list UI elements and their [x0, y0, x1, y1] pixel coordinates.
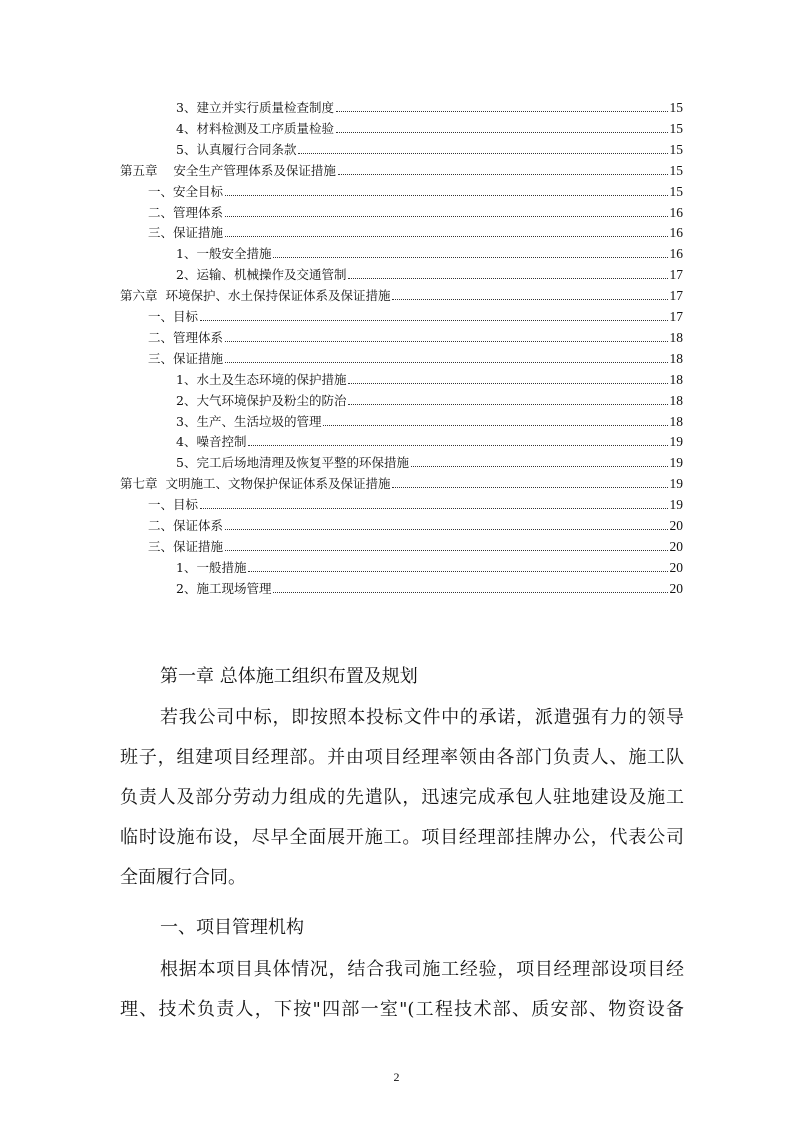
toc-entry-label: 三、保证措施 [148, 350, 224, 366]
toc-entry-page: 15 [669, 100, 683, 115]
paragraph-line: 理、技术负责人，下按"四部一室"(工程技术部、质安部、物资设备 [120, 999, 684, 1020]
toc-entry[interactable] [176, 556, 683, 576]
toc-leader-dots [338, 174, 668, 175]
toc-entry-page: 19 [669, 476, 683, 492]
toc-entry[interactable] [176, 577, 683, 597]
toc-entry-page: 15 [669, 183, 683, 199]
toc-leader-dots [411, 466, 668, 467]
toc-leader-dots [298, 153, 667, 154]
toc-leader-dots [225, 550, 667, 551]
toc-leader-dots [323, 425, 667, 426]
toc-entry[interactable] [176, 117, 683, 137]
section-heading: 一、项目管理机构 [160, 917, 304, 938]
toc-entry[interactable] [176, 389, 683, 409]
toc-entry-label: 4、噪音控制 [176, 434, 247, 450]
paragraph-line: 根据本项目具体情况，结合我司施工经验，项目经理部设项目经 [160, 959, 684, 980]
chapter-heading: 第一章 总体施工组织布置及规划 [160, 666, 418, 687]
toc-entry-page: 17 [669, 288, 683, 304]
toc-entry-page: 18 [669, 350, 683, 366]
toc-leader-dots [273, 257, 667, 258]
toc-entry-label: 二、管理体系 [148, 329, 224, 345]
toc-entry-page: 18 [669, 413, 683, 429]
toc-entry[interactable] [176, 451, 683, 471]
toc-entry-page: 20 [669, 559, 683, 575]
toc-leader-dots [248, 571, 667, 572]
toc-leader-dots [273, 592, 667, 593]
toc-entry-page: 18 [669, 371, 683, 387]
toc-entry-label: 5、完工后场地清理及恢复平整的环保措施 [176, 455, 409, 471]
toc-entry-label: 1、一般措施 [176, 559, 247, 575]
toc-entry[interactable] [176, 242, 683, 262]
toc-entry-page: 17 [669, 267, 683, 283]
toc-entry[interactable] [120, 159, 683, 179]
toc-leader-dots [200, 320, 667, 321]
toc-leader-dots [225, 216, 667, 217]
toc-entry-page: 16 [669, 204, 683, 220]
toc-entry[interactable] [148, 221, 683, 241]
toc-entry-label: 二、管理体系 [148, 204, 224, 220]
toc-leader-dots [392, 299, 667, 300]
toc-entry-page: 20 [669, 518, 683, 533]
toc-entry[interactable] [176, 96, 683, 116]
toc-leader-dots [225, 236, 667, 237]
toc-entry[interactable] [176, 430, 683, 450]
toc-entry-label: 3、建立并实行质量检查制度 [176, 100, 334, 115]
toc-entry[interactable] [176, 410, 683, 430]
toc-entry-label: 3、生产、生活垃圾的管理 [176, 413, 322, 429]
toc-entry-label: 一、安全目标 [148, 183, 224, 199]
toc-entry-page: 19 [669, 497, 683, 513]
toc-entry[interactable] [176, 368, 683, 388]
toc-entry-page: 16 [669, 246, 683, 262]
toc-entry-label: 2、施工现场管理 [176, 580, 272, 596]
toc-entry-page: 15 [669, 162, 683, 178]
toc-leader-dots [225, 362, 667, 363]
toc-entry[interactable] [148, 305, 683, 325]
toc-entry[interactable] [148, 493, 683, 513]
toc-entry-label: 第五章 安全生产管理体系及保证措施 [120, 162, 336, 178]
toc-entry-label: 1、水土及生态环境的保护措施 [176, 371, 347, 387]
toc-entry-label: 1、一般安全措施 [176, 246, 272, 262]
toc-entry-page: 17 [669, 309, 683, 324]
toc-entry-page: 20 [669, 538, 683, 554]
toc-entry[interactable] [120, 284, 683, 304]
toc-leader-dots [200, 508, 667, 509]
toc-entry-label: 第六章 环境保护、水土保持保证体系及保证措施 [120, 288, 391, 304]
toc-entry-label: 三、保证措施 [148, 538, 224, 554]
toc-entry[interactable] [120, 472, 683, 492]
toc-entry-page: 15 [669, 141, 683, 157]
toc-leader-dots [225, 195, 667, 196]
toc-leader-dots [348, 383, 667, 384]
paragraph-line: 临时设施布设，尽早全面展开施工。项目经理部挂牌办公，代表公司 [120, 827, 684, 848]
paragraph-line: 班子，组建项目经理部。并由项目经理率领由各部门负责人、施工队 [120, 747, 684, 768]
toc-entry-page: 18 [669, 392, 683, 408]
toc-entry-label: 4、材料检测及工序质量检验 [176, 120, 334, 136]
toc-entry-page: 19 [669, 455, 683, 471]
toc-leader-dots [392, 487, 667, 488]
paragraph-line: 若我公司中标，即按照本投标文件中的承诺，派遣强有力的领导 [160, 707, 684, 728]
toc-entry[interactable] [176, 263, 683, 283]
toc-entry-page: 16 [669, 225, 683, 241]
toc-leader-dots [225, 341, 667, 342]
paragraph-line: 负责人及部分劳动力组成的先遣队，迅速完成承包人驻地建设及施工 [120, 787, 684, 808]
toc-entry-label: 三、保证措施 [148, 225, 224, 241]
toc-leader-dots [248, 445, 667, 446]
toc-leader-dots [348, 278, 667, 279]
toc-leader-dots [336, 132, 668, 133]
toc-entry[interactable] [148, 514, 683, 534]
toc-entry-page: 19 [669, 434, 683, 450]
paragraph-line: 全面履行合同。 [120, 867, 246, 888]
toc-entry-label: 一、目标 [148, 309, 199, 324]
toc-entry-label: 第七章 文明施工、文物保护保证体系及保证措施 [120, 476, 391, 492]
toc-entry[interactable] [176, 138, 683, 158]
toc-entry-label: 5、认真履行合同条款 [176, 141, 297, 157]
toc-entry[interactable] [148, 347, 683, 367]
toc-entry[interactable] [148, 326, 683, 346]
toc-leader-dots [225, 529, 667, 530]
toc-entry-label: 2、运输、机械操作及交通管制 [176, 267, 347, 283]
toc-entry-page: 18 [669, 329, 683, 345]
toc-leader-dots [348, 404, 667, 405]
toc-entry[interactable] [148, 201, 683, 221]
toc-entry-label: 一、目标 [148, 497, 199, 513]
toc-entry[interactable] [148, 535, 683, 555]
toc-leader-dots [336, 111, 668, 112]
toc-entry-page: 20 [669, 580, 683, 596]
toc-entry[interactable] [148, 180, 683, 200]
toc-entry-page: 15 [669, 120, 683, 136]
toc-entry-label: 2、大气环境保护及粉尘的防治 [176, 392, 347, 408]
toc-entry-label: 二、保证体系 [148, 518, 224, 533]
page-number: 2 [393, 1070, 400, 1084]
